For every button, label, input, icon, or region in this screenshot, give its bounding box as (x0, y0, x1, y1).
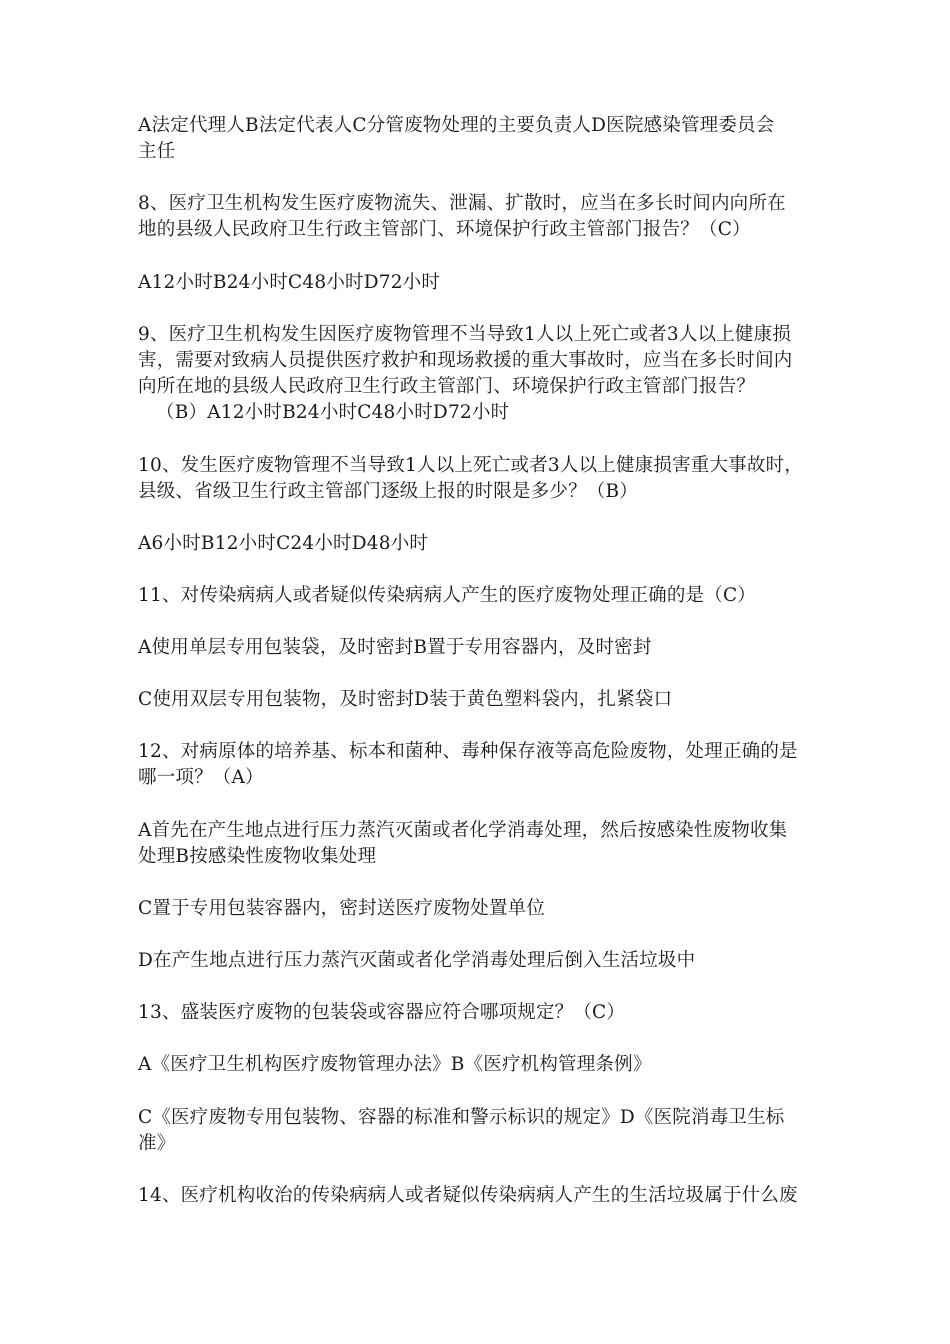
q8-question-line-2: 地的县级人民政府卫生行政主管部门、环境保护行政主管部门报告？（C） (138, 219, 751, 240)
q12-option-c: C置于专用包装容器内，密封送医疗废物处置单位 (138, 898, 546, 919)
q13-options-cd-line-2: 准》 (138, 1133, 176, 1154)
q12-option-a-line-1: A首先在产生地点进行压力蒸汽灭菌或者化学消毒处理，然后按感染性废物收集 (138, 820, 788, 841)
q7-options-line-2: 主任 (138, 141, 176, 162)
q10-options: A6小时B12小时C24小时D48小时 (138, 533, 429, 554)
q7-options-line-1: A法定代理人B法定代表人C分管废物处理的主要负责人D医院感染管理委员会 (138, 115, 775, 136)
q10-question-line-1: 10、发生医疗废物管理不当导致1人以上死亡或者3人以上健康损害重大事故时， (138, 455, 803, 476)
q8-options: A12小时B24小时C48小时D72小时 (138, 272, 441, 293)
q12-question-line-2: 哪一项？（A） (138, 767, 264, 788)
q10-question-line-2: 县级、省级卫生行政主管部门逐级上报的时限是多少？（B） (138, 481, 638, 502)
q11-options-ab: A使用单层专用包装袋，及时密封B置于专用容器内，及时密封 (138, 637, 652, 658)
q9-question-line-1: 9、医疗卫生机构发生因医疗废物管理不当导致1人以上死亡或者3人以上健康损 (138, 324, 792, 345)
q9-question-line-3: 向所在地的县级人民政府卫生行政主管部门、环境保护行政主管部门报告？ (138, 376, 756, 397)
q13-question: 13、盛装医疗废物的包装袋或容器应符合哪项规定？（C） (138, 1002, 626, 1023)
q13-options-cd-line-1: C《医疗废物专用包装物、容器的标准和警示标识的规定》D《医院消毒卫生标 (138, 1107, 785, 1128)
q14-question-line-1: 14、医疗机构收治的传染病病人或者疑似传染病病人产生的生活垃圾属于什么废 (138, 1185, 798, 1206)
q13-options-ab: A《医疗卫生机构医疗废物管理办法》B《医疗机构管理条例》 (138, 1054, 652, 1075)
q11-question: 11、对传染病病人或者疑似传染病病人产生的医疗废物处理正确的是（C） (138, 585, 756, 606)
q12-option-a-line-2: 处理B按感染性废物收集处理 (138, 846, 377, 867)
q9-answer-and-options: （B）A12小时B24小时C48小时D72小时 (156, 402, 510, 423)
q11-options-cd: C使用双层专用包装物，及时密封D装于黄色塑料袋内，扎紧袋口 (138, 689, 673, 710)
q8-question-line-1: 8、医疗卫生机构发生医疗废物流失、泄漏、扩散时，应当在多长时间内向所在 (138, 193, 786, 214)
q12-question-line-1: 12、对病原体的培养基、标本和菌种、毒种保存液等高危险废物，处理正确的是 (138, 741, 798, 762)
q12-option-d: D在产生地点进行压力蒸汽灭菌或者化学消毒处理后倒入生活垃圾中 (138, 950, 696, 971)
q9-question-line-2: 害，需要对致病人员提供医疗救护和现场救援的重大事故时，应当在多长时间内 (138, 350, 793, 371)
